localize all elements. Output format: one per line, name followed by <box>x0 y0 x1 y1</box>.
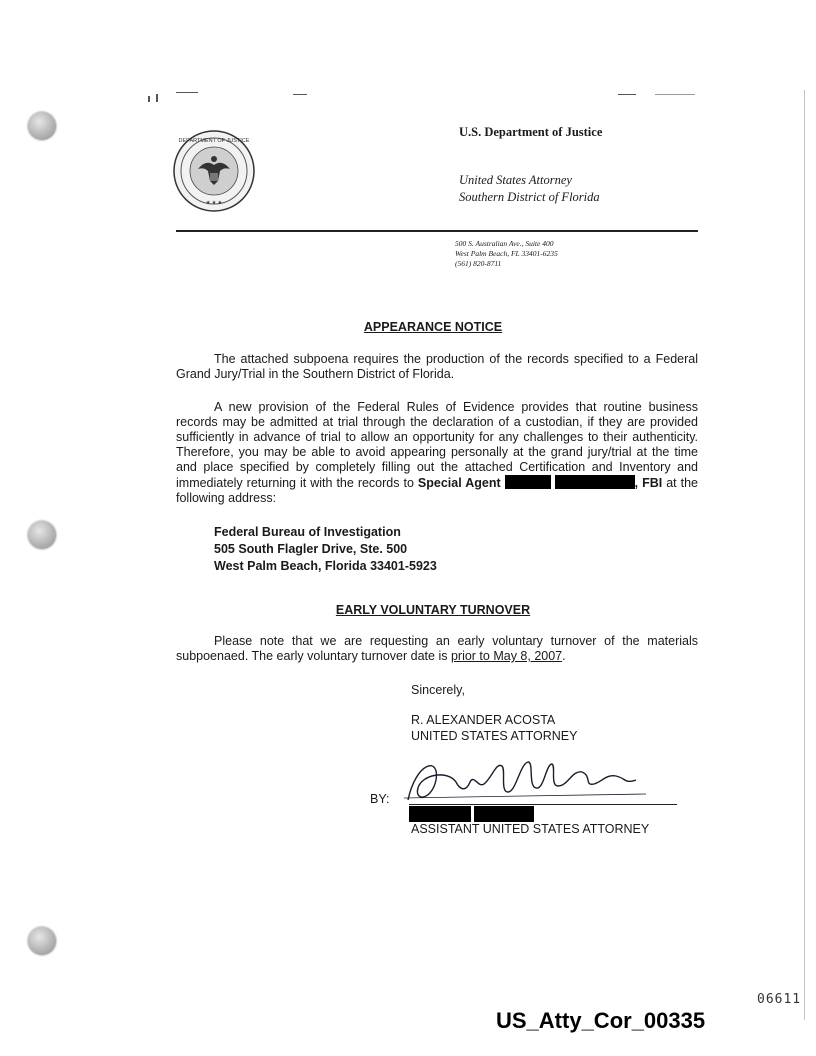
office-address <box>455 239 558 269</box>
page-edge-line <box>804 90 805 1020</box>
scan-mark <box>655 94 695 95</box>
redaction-block <box>555 475 635 489</box>
scan-mark <box>176 92 198 93</box>
signature-line <box>409 804 677 805</box>
doj-seal-icon <box>172 129 256 213</box>
hole-punch-middle <box>28 521 56 549</box>
office-line-2: Southern District of Florida <box>459 190 600 204</box>
scan-mark <box>156 94 158 102</box>
department-name: U.S. Department of Justice <box>459 125 603 139</box>
appearance-paragraph-1-text: The attached subpoena requires the production of the records specified to a Federal Grand Jury/Trial in the Southern District of Florida. <box>176 352 698 381</box>
turnover-date: prior to May 8, 2007 <box>450 649 563 663</box>
hole-punch-top <box>28 112 56 140</box>
hole-punch-bottom <box>28 927 56 955</box>
turnover-paragraph-end: . <box>562 649 566 663</box>
scan-mark <box>148 96 150 102</box>
fbi-address-line-3: West Palm Beach, Florida 33401-5923 <box>214 559 437 573</box>
address-line-2: West Palm Beach, FL 33401-6235 <box>455 249 558 258</box>
page-number: 06611 <box>757 992 802 1007</box>
appearance-notice-heading: APPEARANCE NOTICE <box>363 320 503 334</box>
bates-number: US_Atty_Cor_00335 <box>496 1008 706 1033</box>
fbi-address-line-2: 505 South Flagler Drive, Ste. 500 <box>214 542 408 556</box>
svg-text:★ ★ ★: ★ ★ ★ <box>205 200 223 206</box>
address-line-1: 500 S. Australian Ave., Suite 400 <box>455 239 554 248</box>
by-label: BY: <box>370 792 390 806</box>
doj-seal <box>172 129 256 213</box>
assistant-us-attorney-title: ASSISTANT UNITED STATES ATTORNEY <box>411 822 650 836</box>
scan-mark <box>293 94 307 95</box>
sincerely-closing: Sincerely, <box>411 683 465 697</box>
early-turnover-heading: EARLY VOLUNTARY TURNOVER <box>335 603 531 617</box>
svg-text:DEPARTMENT OF JUSTICE: DEPARTMENT OF JUSTICE <box>178 138 250 144</box>
turnover-paragraph <box>176 634 698 664</box>
appearance-paragraph-1 <box>176 352 698 382</box>
fbi-address-line-1: Federal Bureau of Investigation <box>214 525 401 539</box>
us-attorney-title: UNITED STATES ATTORNEY <box>411 729 578 743</box>
redaction-block <box>409 806 471 822</box>
signature <box>396 752 666 812</box>
fbi-address-block <box>214 524 437 575</box>
fbi-label: , FBI <box>634 476 663 490</box>
signature-icon <box>396 752 666 812</box>
appearance-paragraph-2-tail: at the following address: <box>176 476 699 505</box>
office-line-1: United States Attorney <box>459 173 572 187</box>
us-attorney-name: R. ALEXANDER ACOSTA <box>411 713 556 727</box>
redaction-block <box>474 806 534 822</box>
appearance-paragraph-2-text: A new provision of the Federal Rules of Evidence provides that routine business records may be admitted at trial through the declaration of a custodian, if they are provided sufficiently in advance of trial to allow an opportunity for any challenges to their authenticity. Therefore, you may be able to avoid appearing personally at the grand jury/trial at the time and place specified by completely filling out the attached Certification and Inventory and immediately returning it with the records to <box>176 400 698 490</box>
redaction-block <box>505 475 551 489</box>
turnover-paragraph-text: Please note that we are requesting an early voluntary turnover of the materials subpoenaed. The early voluntary turnover date is <box>176 634 698 663</box>
scan-mark <box>618 94 636 95</box>
address-line-3: (561) 820-8711 <box>455 259 502 268</box>
letterhead-rule <box>176 230 698 232</box>
appearance-paragraph-2 <box>176 400 698 506</box>
special-agent-label: Special Agent <box>417 476 501 490</box>
